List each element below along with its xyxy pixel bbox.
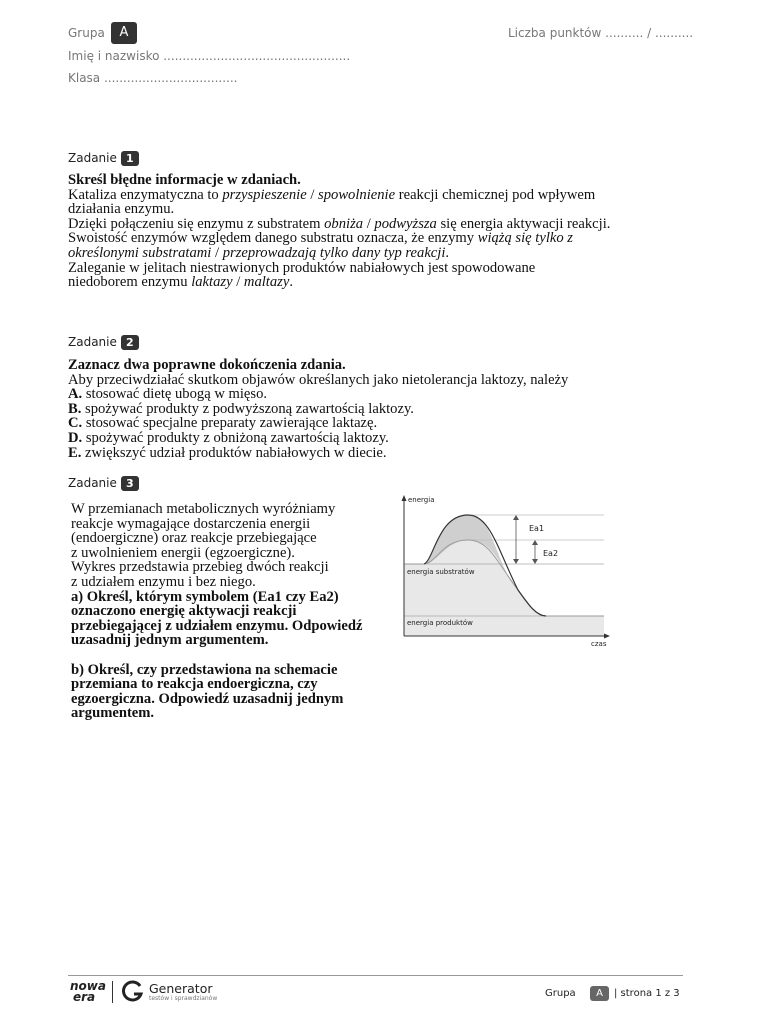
task-2-stem: Aby przeciwdziałać skutkom objawów określanych jako nietolerancja laktozy, należy bbox=[68, 371, 569, 388]
ea2-label: Ea2 bbox=[543, 549, 559, 558]
task-2-heading bbox=[68, 335, 139, 350]
question-a-line: uzasadnij jednym argumentem. bbox=[71, 632, 269, 649]
task-1-sentence: Zaleganie w jelitach niestrawionych produktów nabiałowych jest spowodowane niedoborem enzymu laktazy / maltazy. bbox=[68, 259, 536, 291]
task-number-badge: 1 bbox=[121, 151, 139, 166]
page-indicator: | strona 1 z 3 bbox=[614, 988, 680, 999]
task-3-intro-line: W przemianach metabolicznych wyróżniamy bbox=[71, 501, 336, 517]
task-1-sentence: Swoistość enzymów względem danego substratu oznacza, że enzymy wiążą się tylko z określonymi substratami / przeprowadzają tylko dany typ reakcji. bbox=[68, 230, 573, 261]
task-1-sentence: Dzięki połączeniu się enzymu z substratem obniża / podwyższa się energia aktywacji reakcji. bbox=[68, 215, 611, 232]
y-axis-label: energia bbox=[408, 496, 435, 504]
x-axis-arrowhead bbox=[604, 634, 610, 639]
generator-title: Generator bbox=[149, 981, 213, 996]
name-field: Imię i nazwisko ................................................. bbox=[68, 49, 351, 63]
footer-group-badge: A bbox=[590, 986, 609, 1001]
product-energy-label: energia produktów bbox=[407, 619, 473, 627]
footer-divider bbox=[68, 975, 683, 976]
y-axis-arrowhead bbox=[402, 495, 407, 501]
task-label: Zadanie bbox=[68, 335, 117, 349]
question-a-line: przebiegającej z udziałem enzymu. Odpowiedź bbox=[71, 617, 363, 634]
task-2-instruction: Zaznacz dwa poprawne dokończenia zdania. bbox=[68, 357, 346, 373]
logo-separator bbox=[112, 981, 113, 1003]
task-1-heading bbox=[68, 151, 139, 166]
task-1-body bbox=[68, 173, 628, 290]
task-3-heading bbox=[68, 476, 139, 491]
task-1-sentence: Kataliza enzymatyczna to przyspieszenie / spowolnienie reakcji chemicznej pod wpływem działania enzymu. bbox=[68, 186, 596, 218]
task-label: Zadanie bbox=[68, 476, 117, 490]
task-3-intro-line: reakcje wymagające dostarczenia energii bbox=[71, 515, 311, 532]
question-a-line: a) Określ, którym symbolem (Ea1 czy Ea2) bbox=[71, 588, 339, 605]
answer-option: B. spożywać produkty z podwyższoną zawartością laktozy. bbox=[68, 400, 414, 417]
group-label: Grupa bbox=[68, 26, 105, 40]
question-a-line: oznaczono energię aktywacji reakcji bbox=[71, 603, 297, 620]
points-field: Liczba punktów .......... / .......... bbox=[508, 26, 694, 40]
question-b-line: przemiana to reakcja endoergiczna, czy bbox=[71, 676, 318, 693]
substrate-energy-label: energia substratów bbox=[407, 568, 475, 576]
footer-group-label: Grupa bbox=[545, 988, 576, 999]
answer-option: C. stosować specjalne preparaty zawierające laktazę. bbox=[68, 415, 378, 432]
answer-option: D. spożywać produkty z obniżoną zawartością laktozy. bbox=[68, 429, 389, 446]
task-number-badge: 2 bbox=[121, 335, 139, 350]
generator-subtitle: testów i sprawdzianów bbox=[149, 995, 218, 1002]
nowa-era-logo: nowa era bbox=[70, 979, 106, 1004]
answer-option: A. stosować dietę ubogą w mięso. bbox=[68, 386, 268, 403]
ea1-label: Ea1 bbox=[529, 524, 545, 533]
question-b-line: egzoergiczna. Odpowiedź uzasadnij jednym bbox=[71, 690, 344, 707]
class-field: Klasa ................................... bbox=[68, 71, 238, 85]
task-3-intro-line: Wykres przedstawia przebieg dwóch reakcji bbox=[71, 559, 329, 576]
task-3-intro-line: z udziałem enzymu i bez niego. bbox=[71, 573, 256, 590]
answer-option: E. zwiększyć udział produktów nabiałowych w diecie. bbox=[68, 444, 387, 461]
task-3-intro-line: z uwolnieniem energii (egzoergiczne). bbox=[71, 544, 295, 561]
question-b-line: argumentem. bbox=[71, 705, 155, 722]
task-label: Zadanie bbox=[68, 151, 117, 165]
task-number-badge: 3 bbox=[121, 476, 139, 491]
task-1-instruction: Skreśl błędne informacje w zdaniach. bbox=[68, 172, 301, 188]
question-b-line: b) Określ, czy przedstawiona na schemacie bbox=[71, 661, 338, 678]
group-badge: A bbox=[111, 22, 137, 44]
task-3-body bbox=[71, 502, 381, 721]
generator-logo-icon bbox=[122, 980, 144, 1002]
x-axis-label: czas bbox=[591, 640, 607, 648]
task-2-body bbox=[68, 358, 628, 460]
task-3-intro-line: (endoergiczne) oraz reakcje przebiegające bbox=[71, 530, 317, 547]
energy-diagram bbox=[398, 490, 613, 650]
